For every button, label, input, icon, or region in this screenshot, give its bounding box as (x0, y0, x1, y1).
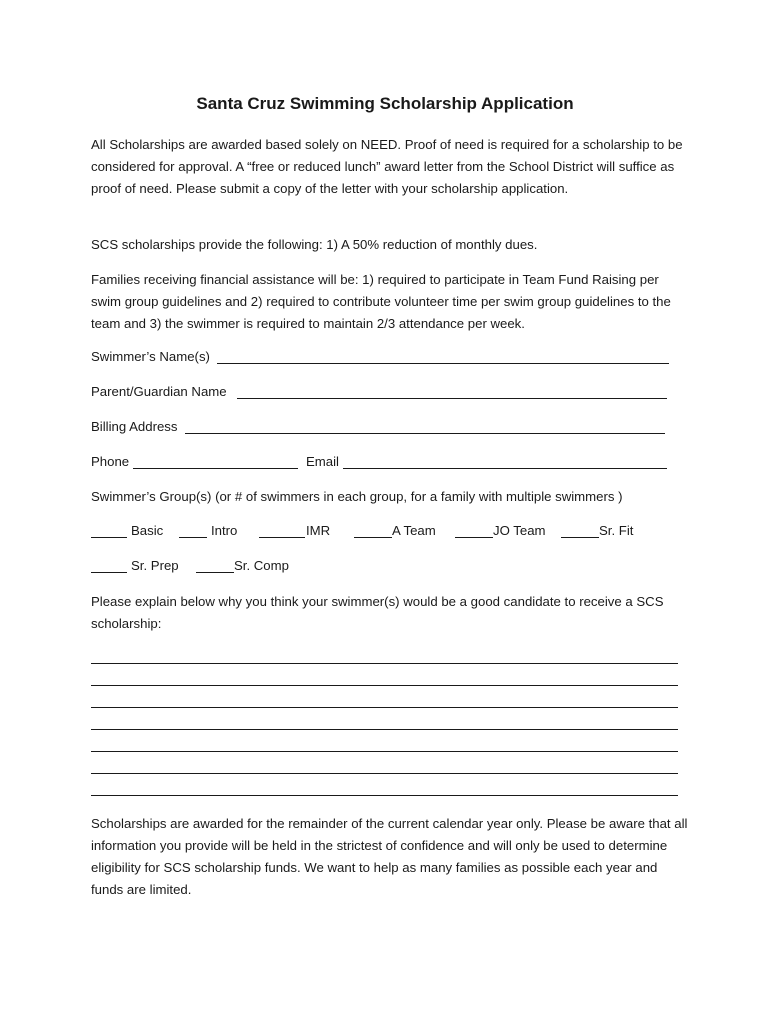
a-team-blank[interactable] (354, 537, 392, 538)
explanation-line[interactable] (91, 729, 678, 730)
swimmer-name-label: Swimmer’s Name(s) (91, 349, 210, 364)
a-team-label: A Team (392, 523, 436, 538)
sr-comp-blank[interactable] (196, 572, 234, 573)
email-field[interactable] (343, 468, 667, 469)
sr-fit-label: Sr. Fit (599, 523, 634, 538)
families-paragraph: Families receiving financial assistance will be: 1) required to participate in Team Fund Raising per swim group guidelines and 2) required to contribute volunteer time per swim group guidelines to the team and 3) the swimmer is required to maintain 2/3 attendance per week. (91, 272, 671, 331)
swimmer-name-field[interactable] (217, 363, 669, 364)
parent-name-label: Parent/Guardian Name (91, 384, 227, 399)
intro-blank[interactable] (179, 537, 207, 538)
page-title: Santa Cruz Swimming Scholarship Application (196, 94, 574, 113)
sr-prep-label: Sr. Prep (131, 558, 179, 573)
basic-blank[interactable] (91, 537, 127, 538)
explanation-line[interactable] (91, 663, 678, 664)
explanation-line[interactable] (91, 707, 678, 708)
jo-team-label: JO Team (493, 523, 546, 538)
sr-prep-blank[interactable] (91, 572, 127, 573)
email-label: Email (306, 454, 339, 469)
explain-prompt: Please explain below why you think your swimmer(s) would be a good candidate to receive a SCS scholarship: (91, 594, 664, 631)
explanation-line[interactable] (91, 773, 678, 774)
explanation-line[interactable] (91, 685, 678, 686)
explanation-line[interactable] (91, 795, 678, 796)
phone-label: Phone (91, 454, 130, 469)
phone-field[interactable] (133, 468, 298, 469)
basic-label: Basic (131, 523, 164, 538)
parent-name-field[interactable] (237, 398, 667, 399)
billing-address-label: Billing Address (91, 419, 178, 434)
jo-team-blank[interactable] (455, 537, 493, 538)
provides-paragraph: SCS scholarships provide the following: 1) A 50% reduction of monthly dues. (91, 237, 538, 252)
groups-heading: Swimmer’s Group(s) (or # of swimmers in each group, for a family with multiple swimmers ) (91, 489, 623, 504)
intro-label: Intro (211, 523, 238, 538)
imr-label: IMR (306, 523, 331, 538)
imr-blank[interactable] (259, 537, 305, 538)
closing-paragraph: Scholarships are awarded for the remainder of the current calendar year only. Please be aware that all information you provide will be held in the strictest of confidence and will only be used to determine eligibility for SCS scholarship funds. We want to help as many families as possible each year and funds are limited. (91, 816, 688, 897)
sr-comp-label: Sr. Comp (234, 558, 289, 573)
sr-fit-blank[interactable] (561, 537, 599, 538)
billing-address-field[interactable] (185, 433, 665, 434)
intro-paragraph: All Scholarships are awarded based solely on NEED. Proof of need is required for a scholarship to be considered for approval. A “free or reduced lunch” award letter from the School District will suffice as proof of need. Please submit a copy of the letter with your scholarship application. (91, 137, 683, 196)
explanation-line[interactable] (91, 751, 678, 752)
